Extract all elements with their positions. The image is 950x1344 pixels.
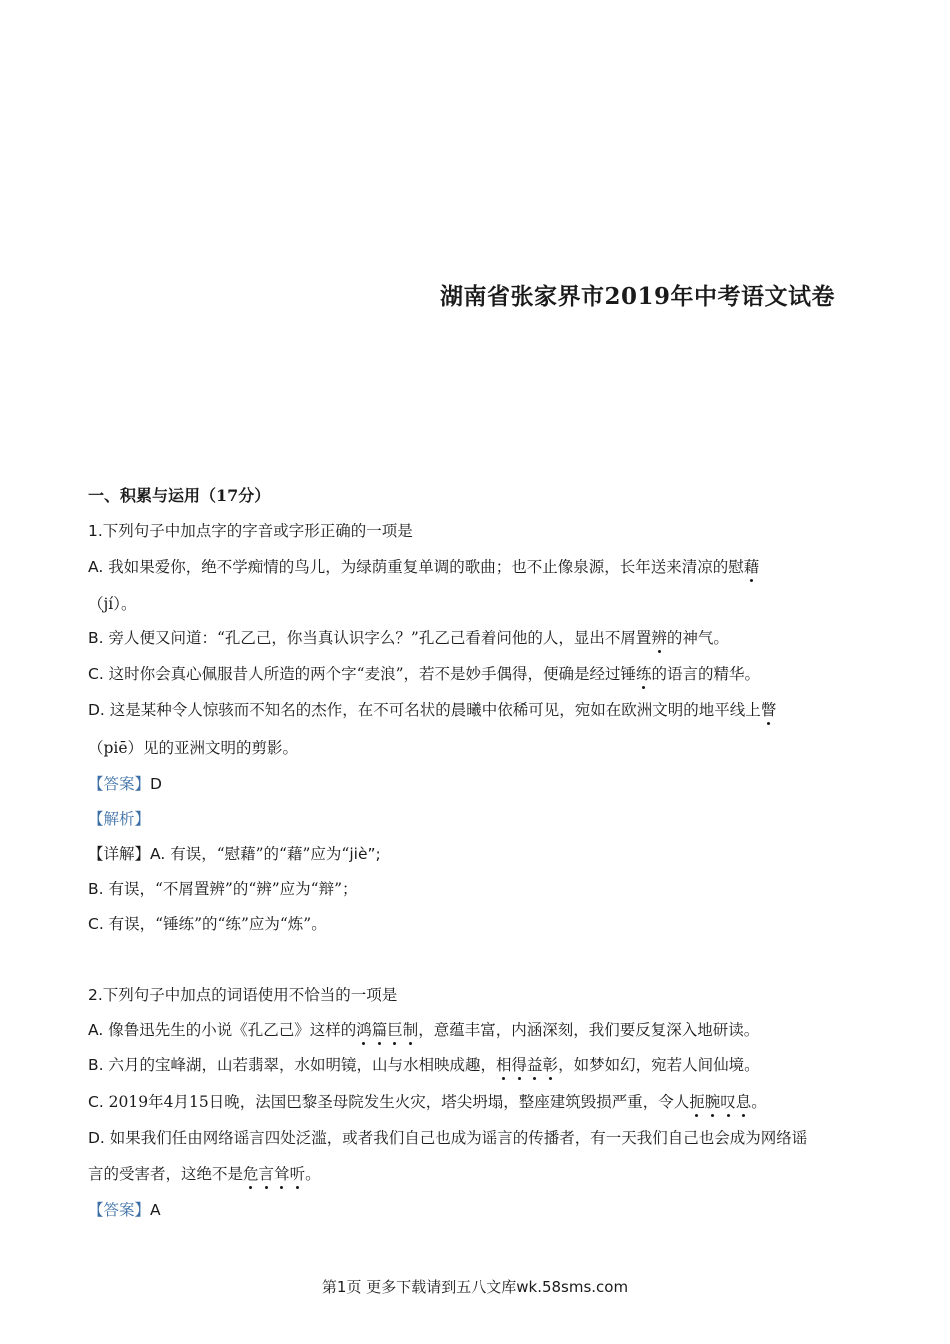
dotted-char: 巨 [387,1021,403,1039]
dotted-char: 彰 [542,1056,559,1074]
question-text: 下列句子中加点的词语使用不恰当的一项是 [102,986,398,1004]
detail-pinyin: jiè”; [349,845,381,863]
option-text: 的语言的精华。 [651,665,761,683]
dotted-char: 相 [496,1056,512,1074]
option-text: 我如果爱你，绝不学痴情的鸟儿，为绿荫重复单调的歌曲；也不止像泉源，长年送来清凉的慰 [103,558,744,576]
option-label: C. [88,1093,104,1111]
detail-text: 有误，“慰藉”的“藉”应为“ [165,845,350,863]
detail-tag: 【详解】 [88,845,151,863]
dotted-char: 瞥 [760,701,777,719]
dotted-char: 练 [636,665,652,683]
option-text: 这是某种令人惊骇而不知名的杰作，在不可名状的晨曦中依稀可见，宛如在欧洲文明的地平线上 [104,701,761,719]
dotted-char: 制 [402,1021,419,1039]
detail-label: B. [88,880,104,898]
question-1-stem [88,520,413,542]
detail-text: 有误，“锤练”的“练”应为“炼”。 [103,915,327,933]
footer-page-prefix: 第 [321,1278,337,1296]
option-1a-cont: （jí）。 [88,595,137,613]
question-number: 2. [88,986,103,1004]
detail-a [88,843,381,865]
section-heading: 一、积累与运用（17分） [88,486,271,505]
option-2c [88,1091,767,1113]
option-label: B. [88,629,104,647]
dotted-char: 得 [511,1056,528,1074]
detail-b [88,878,358,900]
option-text: 如果我们任由网络谣言四处泛滥，或者我们自己也成为谣言的传播者，有一天我们自己也会成为网络谣 [104,1129,808,1147]
footer-text: 页 更多下载请到五八文库 [346,1278,517,1296]
dotted-char: 扼 [689,1093,705,1111]
option-2b [88,1054,760,1076]
question-number: 1. [88,522,103,540]
option-label: D. [88,1129,105,1147]
dotted-char: 息 [735,1093,752,1111]
footer-site-link[interactable]: wk.58sms.com [516,1278,629,1296]
question-2-stem [88,984,397,1006]
question-text: 下列句子中加点字的字音或字形正确的一项是 [102,522,413,540]
answer-line [88,1199,161,1221]
dotted-char: 益 [527,1056,543,1074]
option-2d [88,1127,807,1149]
option-text: ，如梦如幻，宛若人间仙境。 [558,1056,760,1074]
option-1a [88,556,759,578]
dotted-char: 辨 [651,629,667,647]
option-1b [88,627,729,649]
dotted-char: 耸 [274,1165,290,1183]
option-text: 像鲁迅先生的小说《孔乙己》这样的 [103,1021,357,1039]
option-label: A. [88,1021,104,1039]
option-2d-cont [88,1163,321,1185]
option-text: 六月的宝峰湖，山若翡翠，水如明镜，山与水相映成趣， [103,1056,496,1074]
detail-label: A. [150,845,166,863]
answer-tag: 【答案】 [88,775,151,793]
dotted-char: 危 [243,1165,259,1183]
option-1d [88,699,776,721]
option-text: 言的受害者，这绝不是 [88,1165,244,1183]
option-label: C. [88,665,104,683]
dotted-char: 鸿 [356,1021,372,1039]
option-1c [88,663,760,685]
option-1d-cont: （piē）见的亚洲文明的剪影。 [88,739,299,757]
option-text: 。 [305,1165,321,1183]
footer-page-number: 1 [336,1278,347,1296]
answer-tag: 【答案】 [88,1201,151,1219]
page-title: 湖南省张家界市2019年中考语文试卷 [440,283,836,310]
detail-c [88,913,327,935]
dotted-char: 藉 [743,558,760,576]
dotted-char: 言 [258,1165,275,1183]
option-text: 。 [751,1093,767,1111]
option-label: D. [88,701,105,719]
dotted-char: 听 [289,1165,306,1183]
dotted-char: 篇 [371,1021,388,1039]
option-text: ，意蕴丰富，内涵深刻，我们要反复深入地研读。 [418,1021,760,1039]
page-footer [0,1276,950,1297]
detail-text: 有误，“不屑置辨”的“辨”应为“辩”； [103,880,358,898]
option-text: 旁人便又问道：“孔乙己，你当真认识字么？”孔乙己看着问他的人，显出不屑置 [103,629,652,647]
answer-line [88,773,162,795]
option-label: B. [88,1056,104,1074]
option-text: 2019年4月15日晚，法国巴黎圣母院发生火灾，塔尖坍塌，整座建筑毁损严重，令人 [103,1093,690,1111]
dotted-char: 叹 [720,1093,736,1111]
answer-value: D [150,775,162,793]
analysis-tag: 【解析】 [88,810,151,828]
option-label: A. [88,558,104,576]
detail-label: C. [88,915,104,933]
answer-value: A [150,1201,161,1219]
option-2a [88,1019,759,1041]
option-text: 的神气。 [666,629,729,647]
option-text: 这时你会真心佩服昔人所造的两个字“麦浪”，若不是妙手偶得，便确是经过锤 [103,665,637,683]
dotted-char: 腕 [704,1093,721,1111]
